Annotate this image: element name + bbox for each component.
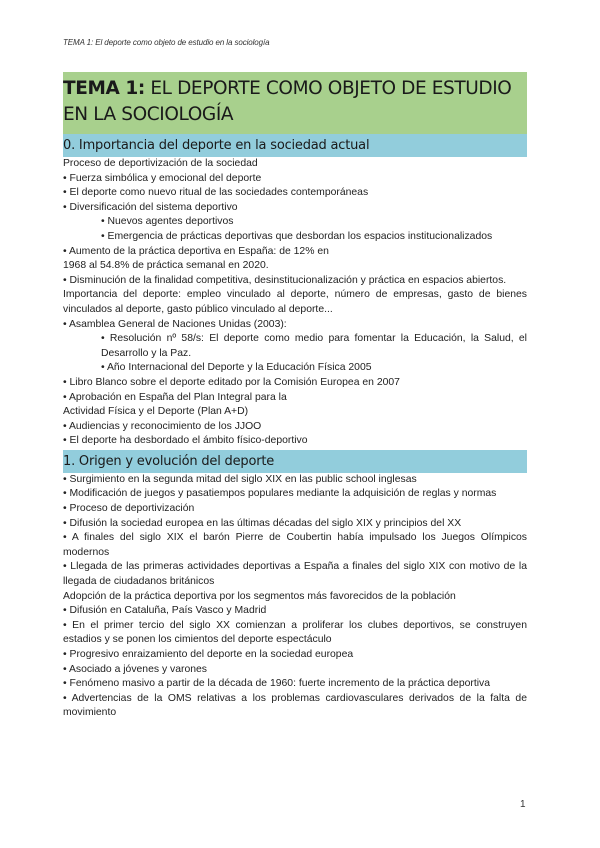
bullet-item: • Aumento de la práctica deportiva en España: de 12% en	[63, 245, 329, 257]
title-text: EL DEPORTE COMO OBJETO DE ESTUDIO EN LA SOCIOLOGÍA	[63, 78, 512, 125]
bullet-item: • Disminución de la finalidad competitiva, desinstitucionalización y práctica en espacios abiertos.	[63, 274, 507, 286]
bullet-item: • El deporte como nuevo ritual de las sociedades contemporáneas	[63, 187, 369, 199]
bullet-item: • Diversificación del sistema deportivo	[63, 201, 238, 213]
document-page	[63, 72, 527, 721]
section-heading-band-0	[63, 134, 527, 157]
bullet-item: • A finales del siglo XIX el barón Pierre de Coubertin había impulsado los Juegos Olímpicos modernos	[63, 532, 527, 558]
bullet-item: • En el primer tercio del siglo XX comienzan a proliferar los clubes deportivos, se construyen estadios y se ponen los cimientos del deporte espectáculo	[63, 619, 527, 646]
bullet-item: • Fuerza simbólica y emocional del deporte	[63, 172, 262, 184]
running-header: TEMA 1: El deporte como objeto de estudio en la sociología	[63, 38, 270, 47]
bullet-item: • Progresivo enraizamiento del deporte en la sociedad europea	[63, 649, 354, 660]
sub-bullet-item: • Resolución nº 58/s: El deporte como medio para fomentar la Educación, la Salud, el Desarrollo y la Paz.	[101, 333, 527, 359]
text-line: 1968 al 54.8% de práctica semanal en 2020.	[63, 260, 269, 272]
bullet-item: • Surgimiento en la segunda mitad del siglo XIX en las public school inglesas	[63, 473, 417, 485]
sub-bullet-item: • Emergencia de prácticas deportivas que desbordan los espacios institucionalizados	[101, 230, 493, 242]
bullet-item: • Advertencias de la OMS relativas a los problemas cardiovasculares derivados de la falta de movimiento	[63, 692, 527, 719]
section-heading-0: 0. Importancia del deporte en la sociedad actual	[63, 138, 370, 153]
bullet-item: • Asociado a jóvenes y varones	[63, 663, 207, 675]
page-number: 1	[520, 799, 526, 810]
bullet-item: • Difusión en Cataluña, País Vasco y Madrid	[63, 605, 267, 617]
title-bold-prefix: TEMA 1:	[63, 78, 145, 99]
bullet-item: • Libro Blanco sobre el deporte editado por la Comisión Europea en 2007	[63, 376, 400, 388]
page-title	[63, 76, 523, 128]
section-1-content	[63, 473, 527, 721]
text-line: Actividad Física y el Deporte (Plan A+D)	[63, 406, 249, 418]
bullet-item: • El deporte ha desbordado el ámbito físico-deportivo	[63, 435, 308, 447]
bullet-item: • Modificación de juegos y pasatiempos populares mediante la adquisición de reglas y normas	[63, 488, 497, 500]
bullet-item: • Llegada de las primeras actividades deportivas a España a finales del siglo XIX con motivo de la llegada de ciudadanos británicos	[63, 561, 527, 588]
sub-bullet-item: • Nuevos agentes deportivos	[101, 216, 234, 228]
text-paragraph: Importancia del deporte: empleo vinculado al deporte, número de empresas, gasto de bienes vinculados al deporte, gasto público vinculado al deporte...	[63, 289, 527, 315]
section-heading-band-1	[63, 450, 527, 473]
section-heading-1: 1. Origen y evolución del deporte	[63, 453, 275, 469]
bullet-item: • Difusión la sociedad europea en las últimas décadas del siglo XIX y principios del XX	[63, 517, 462, 529]
bullet-item: • Proceso de deportivización	[63, 503, 195, 515]
text-line: Proceso de deportivización de la sociedad	[63, 158, 258, 169]
bullet-item: • Audiencias y reconocimiento de los JJOO	[63, 420, 262, 432]
text-line: Adopción de la práctica deportiva por los segmentos más favorecidos de la población	[63, 590, 456, 602]
section-0-content	[63, 157, 527, 449]
sub-bullet-item: • Año Internacional del Deporte y la Educación Física 2005	[101, 362, 372, 374]
bullet-item: • Aprobación en España del Plan Integral para la	[63, 391, 287, 403]
title-band	[63, 72, 527, 134]
bullet-item: • Fenómeno masivo a partir de la década de 1960: fuerte incremento de la práctica deportiva	[63, 678, 491, 690]
bullet-item: • Asamblea General de Naciones Unidas (2003):	[63, 318, 287, 330]
